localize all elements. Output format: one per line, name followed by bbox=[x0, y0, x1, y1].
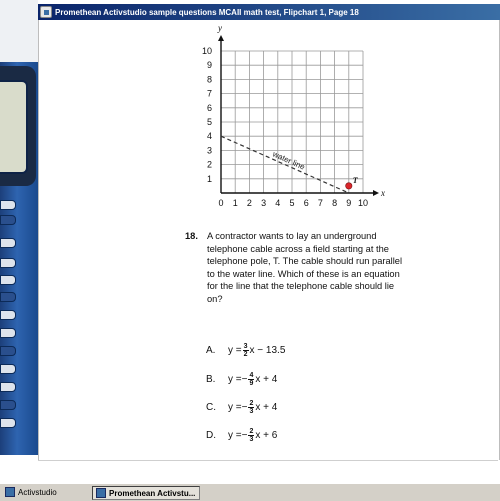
eq-numerator: 2 bbox=[249, 427, 254, 435]
y-tick-label: 5 bbox=[206, 117, 212, 127]
eq-fraction bbox=[248, 400, 254, 415]
calculator-key bbox=[0, 238, 16, 248]
y-tick-label: 6 bbox=[206, 102, 212, 113]
x-tick-label: 7 bbox=[317, 198, 323, 208]
y-tick-label: 7 bbox=[206, 88, 212, 99]
promethean-icon bbox=[96, 488, 106, 498]
activstudio-icon bbox=[5, 487, 15, 497]
x-tick-label: 10 bbox=[357, 198, 369, 208]
y-axis-arrow bbox=[218, 35, 224, 41]
y-tick-label: 3 bbox=[206, 145, 212, 156]
y-tick-label: 9 bbox=[206, 60, 212, 71]
eq-rest: x + 4 bbox=[255, 373, 278, 385]
y-tick-label: 1 bbox=[206, 173, 212, 184]
eq-denominator: 9 bbox=[249, 379, 254, 387]
choice-equation bbox=[228, 343, 285, 358]
y-tick-label: 10 bbox=[201, 46, 212, 56]
taskbar bbox=[0, 483, 500, 501]
question-number: 18. bbox=[185, 231, 198, 241]
taskbar-item-activstudio[interactable] bbox=[2, 486, 60, 498]
taskbar-item-label: Promethean Activstu... bbox=[109, 488, 196, 498]
window-title: Promethean Activstudio sample questions MCAII math test, Flipchart 1, Page 18 bbox=[55, 7, 359, 17]
answer-choice-b[interactable] bbox=[206, 370, 277, 388]
y-tick-label: 2 bbox=[206, 159, 212, 170]
taskbar-item-promethean[interactable] bbox=[92, 486, 200, 500]
eq-lhs: y = bbox=[228, 373, 242, 385]
answer-choice-d[interactable] bbox=[206, 426, 277, 444]
eq-sign: − bbox=[241, 429, 248, 441]
tick-labels bbox=[202, 46, 368, 208]
x-axis-label: x bbox=[381, 188, 385, 198]
coordinate-graph bbox=[190, 25, 400, 220]
answer-choice-a[interactable] bbox=[206, 341, 285, 359]
eq-numerator: 4 bbox=[249, 371, 254, 379]
eq-lhs: y = bbox=[228, 344, 242, 356]
eq-sign: − bbox=[241, 401, 248, 413]
x-tick-label: 8 bbox=[332, 198, 338, 208]
y-tick-label: 8 bbox=[206, 74, 212, 85]
eq-numerator: 3 bbox=[243, 342, 248, 350]
calculator-key bbox=[0, 400, 16, 410]
y-tick-label: 4 bbox=[206, 131, 212, 142]
x-tick-label: 1 bbox=[232, 198, 238, 208]
choice-letter: C. bbox=[206, 401, 216, 413]
eq-fraction bbox=[248, 428, 254, 443]
window-titlebar[interactable] bbox=[38, 4, 500, 20]
calculator-key bbox=[0, 364, 16, 374]
choice-equation bbox=[228, 372, 277, 387]
pole-dot bbox=[346, 183, 352, 189]
calculator-key bbox=[0, 292, 16, 302]
calculator-key bbox=[0, 215, 16, 225]
choice-letter: A. bbox=[206, 344, 216, 356]
choice-equation bbox=[228, 400, 277, 415]
eq-numerator: 2 bbox=[249, 399, 254, 407]
app-icon[interactable] bbox=[40, 6, 52, 18]
answer-choice-c[interactable] bbox=[206, 398, 277, 416]
eq-denominator: 3 bbox=[249, 435, 254, 443]
eq-rest: x + 4 bbox=[255, 401, 278, 413]
choice-equation bbox=[228, 428, 277, 443]
axes bbox=[218, 35, 379, 196]
eq-denominator: 2 bbox=[243, 350, 248, 358]
eq-lhs: y = bbox=[228, 401, 242, 413]
calculator-background bbox=[0, 0, 38, 62]
taskbar-item-label: Activstudio bbox=[18, 487, 57, 497]
calculator-key bbox=[0, 258, 16, 268]
calculator-image bbox=[0, 0, 38, 455]
pole-label: T bbox=[352, 175, 358, 185]
grid-lines bbox=[221, 51, 363, 193]
calculator-key bbox=[0, 310, 16, 320]
x-tick-label: 0 bbox=[218, 198, 224, 208]
calculator-key bbox=[0, 418, 16, 428]
eq-fraction bbox=[243, 343, 249, 358]
water-line-label: water line bbox=[271, 149, 307, 172]
eq-sign: − bbox=[241, 373, 248, 385]
y-axis-label: y bbox=[218, 25, 222, 33]
eq-rest: x + 6 bbox=[255, 429, 278, 441]
page-bottom-divider bbox=[38, 460, 498, 461]
eq-fraction bbox=[248, 372, 254, 387]
question-text: A contractor wants to lay an underground telephone cable across a field starting at the telephone pole, T. The cable should run parallel to the water line. Which of these is an equation for the line that the telephone cable should lie on? bbox=[207, 231, 403, 304]
calculator-key bbox=[0, 275, 16, 285]
calculator-key bbox=[0, 328, 16, 338]
x-tick-label: 4 bbox=[275, 198, 281, 208]
calculator-screen bbox=[0, 80, 28, 174]
x-tick-label: 2 bbox=[246, 198, 252, 208]
x-tick-label: 6 bbox=[303, 198, 309, 208]
x-tick-label: 9 bbox=[346, 198, 352, 208]
calculator-key bbox=[0, 200, 16, 210]
x-tick-label: 3 bbox=[261, 198, 267, 208]
eq-rest: x − 13.5 bbox=[249, 344, 286, 356]
eq-denominator: 3 bbox=[249, 407, 254, 415]
choice-letter: B. bbox=[206, 373, 216, 385]
telephone-pole-point bbox=[346, 176, 359, 189]
calculator-key bbox=[0, 346, 16, 356]
calculator-key bbox=[0, 382, 16, 392]
choice-letter: D. bbox=[206, 429, 216, 441]
x-axis-arrow bbox=[373, 190, 379, 196]
x-tick-label: 5 bbox=[289, 198, 295, 208]
eq-lhs: y = bbox=[228, 429, 242, 441]
